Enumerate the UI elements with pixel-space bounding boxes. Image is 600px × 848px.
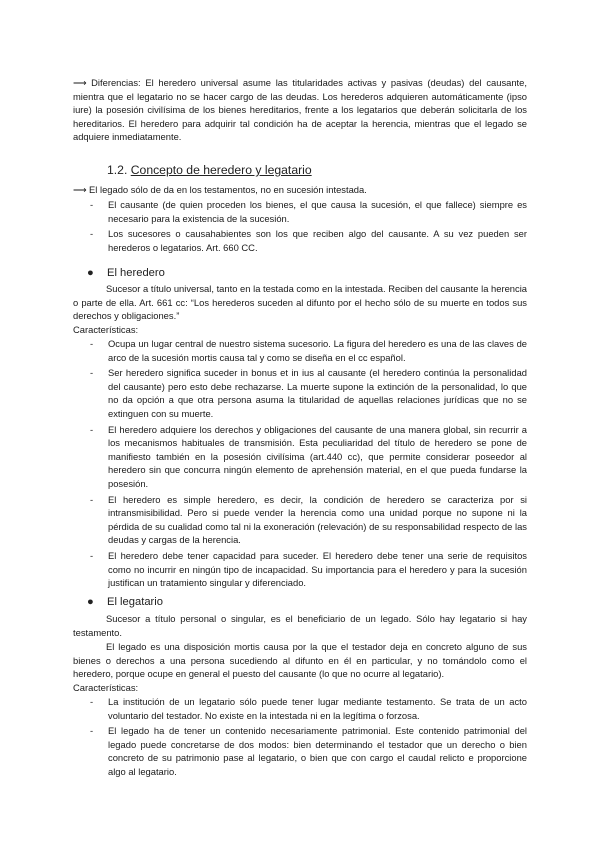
list-item	[73, 366, 527, 420]
list-item	[73, 227, 527, 254]
dash-marker: -	[90, 423, 94, 435]
dash-marker: -	[90, 367, 94, 379]
list-item	[73, 724, 527, 778]
bullet-icon: ●	[87, 596, 94, 608]
dash-marker: -	[90, 725, 94, 737]
legatario-heading	[87, 595, 163, 610]
list-item	[73, 493, 527, 547]
section-number: 1.2.	[107, 163, 128, 177]
list-item	[73, 423, 527, 491]
list-item-text: El heredero es simple heredero, es decir, la condición de heredero se caracteriza por si intransmisibilidad. Pero si puede vender la herencia como una unidad porque no supone ni la pérdida de su cualidad como tal ni la exoneración (relevación) de su responsabilidad respecto de las deudas y cargas de la herencia.	[108, 493, 527, 546]
list-item	[73, 198, 527, 225]
heredero-paragraph: Sucesor a título universal, tanto en la testada como en la intestada. Reciben del causante la herencia o parte de ella. Art. 661 cc: “Los herederos suceden al difunto por el hecho sólo de su muerte en todos sus derechos y obligaciones.”	[73, 283, 527, 322]
legatario-paragraph-2: El legado es una disposición mortis causa por la que el testador deja en concreto alguno de sus bienes o derechos a una persona sucediendo al difunto en él en particular, y no tomándolo como el heredero, porque ocupe en general el puesto del causante (lo que no ocurre al legatario).	[73, 641, 527, 680]
legatario-list	[73, 695, 527, 779]
legatario-heading-text: El legatario	[107, 596, 163, 608]
list-item-text: La institución de un legatario sólo puede tener lugar mediante testamento. Se trata de un acto voluntario del testador. No existe en la intestada ni en la legítima o forzosa.	[108, 696, 527, 721]
heredero-list	[73, 337, 527, 590]
list-item-text: Ocupa un lugar central de nuestro sistema sucesorio. La figura del heredero es una de las claves de arco de la sucesión mortis causa tal y como se diseña en el cc español.	[108, 338, 527, 363]
dash-marker: -	[90, 228, 94, 240]
section-heading	[107, 162, 312, 178]
dash-marker: -	[90, 696, 94, 707]
section-title: Concepto de heredero y legatario	[130, 163, 312, 177]
list-item-text: El causante (de quien proceden los bienes, el que causa la sucesión, el que fallece) siempre es necesario para la existencia de la sucesión.	[108, 199, 527, 224]
dash-marker: -	[90, 549, 94, 561]
dash-marker: -	[90, 493, 94, 505]
list-item-text: El legado ha de tener un contenido necesariamente patrimonial. Este contenido patrimonial del legado puede concretarse de dos modos: bien determinando el testador que un derecho o bien concreto de su patrimonio pase al legatario, o bien que con cargo el caudal relicto e proporcione algo al legatario.	[108, 725, 527, 777]
bullet-icon: ●	[87, 267, 94, 279]
dash-marker: -	[90, 338, 94, 349]
list-item	[73, 337, 527, 364]
legatario-paragraph-1: Sucesor a título personal o singular, es el beneficiario de un legado. Sólo hay legatario si hay testamento.	[73, 613, 527, 638]
heredero-caracteristicas-label: Características:	[73, 324, 139, 335]
legatario-caracteristicas-label: Características:	[73, 682, 139, 693]
intro-paragraph: ⟶ Diferencias: El heredero universal asume las titularidades activas y pasivas (deudas) del causante, mientra que el legatario no se hacer cargo de las deudas. Los herederos adquieren automáticamente (ipso iure) la posesión civilísima de los bienes hereditarios, frente a los legatarios que deberán solicitarla de los hereditarios. El heredero para adquirir tal condición ha de aceptar la herencia, mientras que el legado se adquiere inmediatamente.	[73, 77, 527, 143]
dash-marker: -	[90, 199, 94, 210]
causante-list	[73, 198, 527, 254]
list-item	[73, 695, 527, 722]
list-item-text: El heredero adquiere los derechos y obligaciones del causante de una manera global, sin recurrir a los mecanismos habituales de transmisión. Esta peculiaridad del título de heredero se pone de manifiesto también en la posesión civilísima (art.440 cc), que permite considerar poseedor al heredero sin que concurra ningún elemento de aprehensión material, en el que pueda fundarse la posesión.	[108, 423, 527, 489]
list-item-text: Los sucesores o causahabientes son los que reciben algo del causante. A su vez pueden ser herederos o legatarios. Art. 660 CC.	[108, 228, 527, 253]
heredero-heading	[87, 266, 165, 281]
heredero-heading-text: El heredero	[107, 267, 165, 279]
legado-note: ⟶ El legado sólo de da en los testamentos, no en sucesión intestada.	[73, 184, 367, 195]
list-item-text: El heredero debe tener capacidad para suceder. El heredero debe tener una serie de requisitos como no incurrir en ningún tipo de incapacidad. Su importancia para el heredero y para la sucesión justifican un tratamiento singular y diferenciado.	[108, 549, 527, 589]
list-item	[73, 549, 527, 590]
list-item-text: Ser heredero significa suceder in bonus et in ius al causante (el heredero continúa la personalidad del causante) pero esto debe rechazarse. La muerte supone la extinción de la personalidad, lo que no da opción a que otra persona asuma la titularidad de aquellas relaciones jurídicas que no se extinguen con su muerte.	[108, 367, 527, 419]
